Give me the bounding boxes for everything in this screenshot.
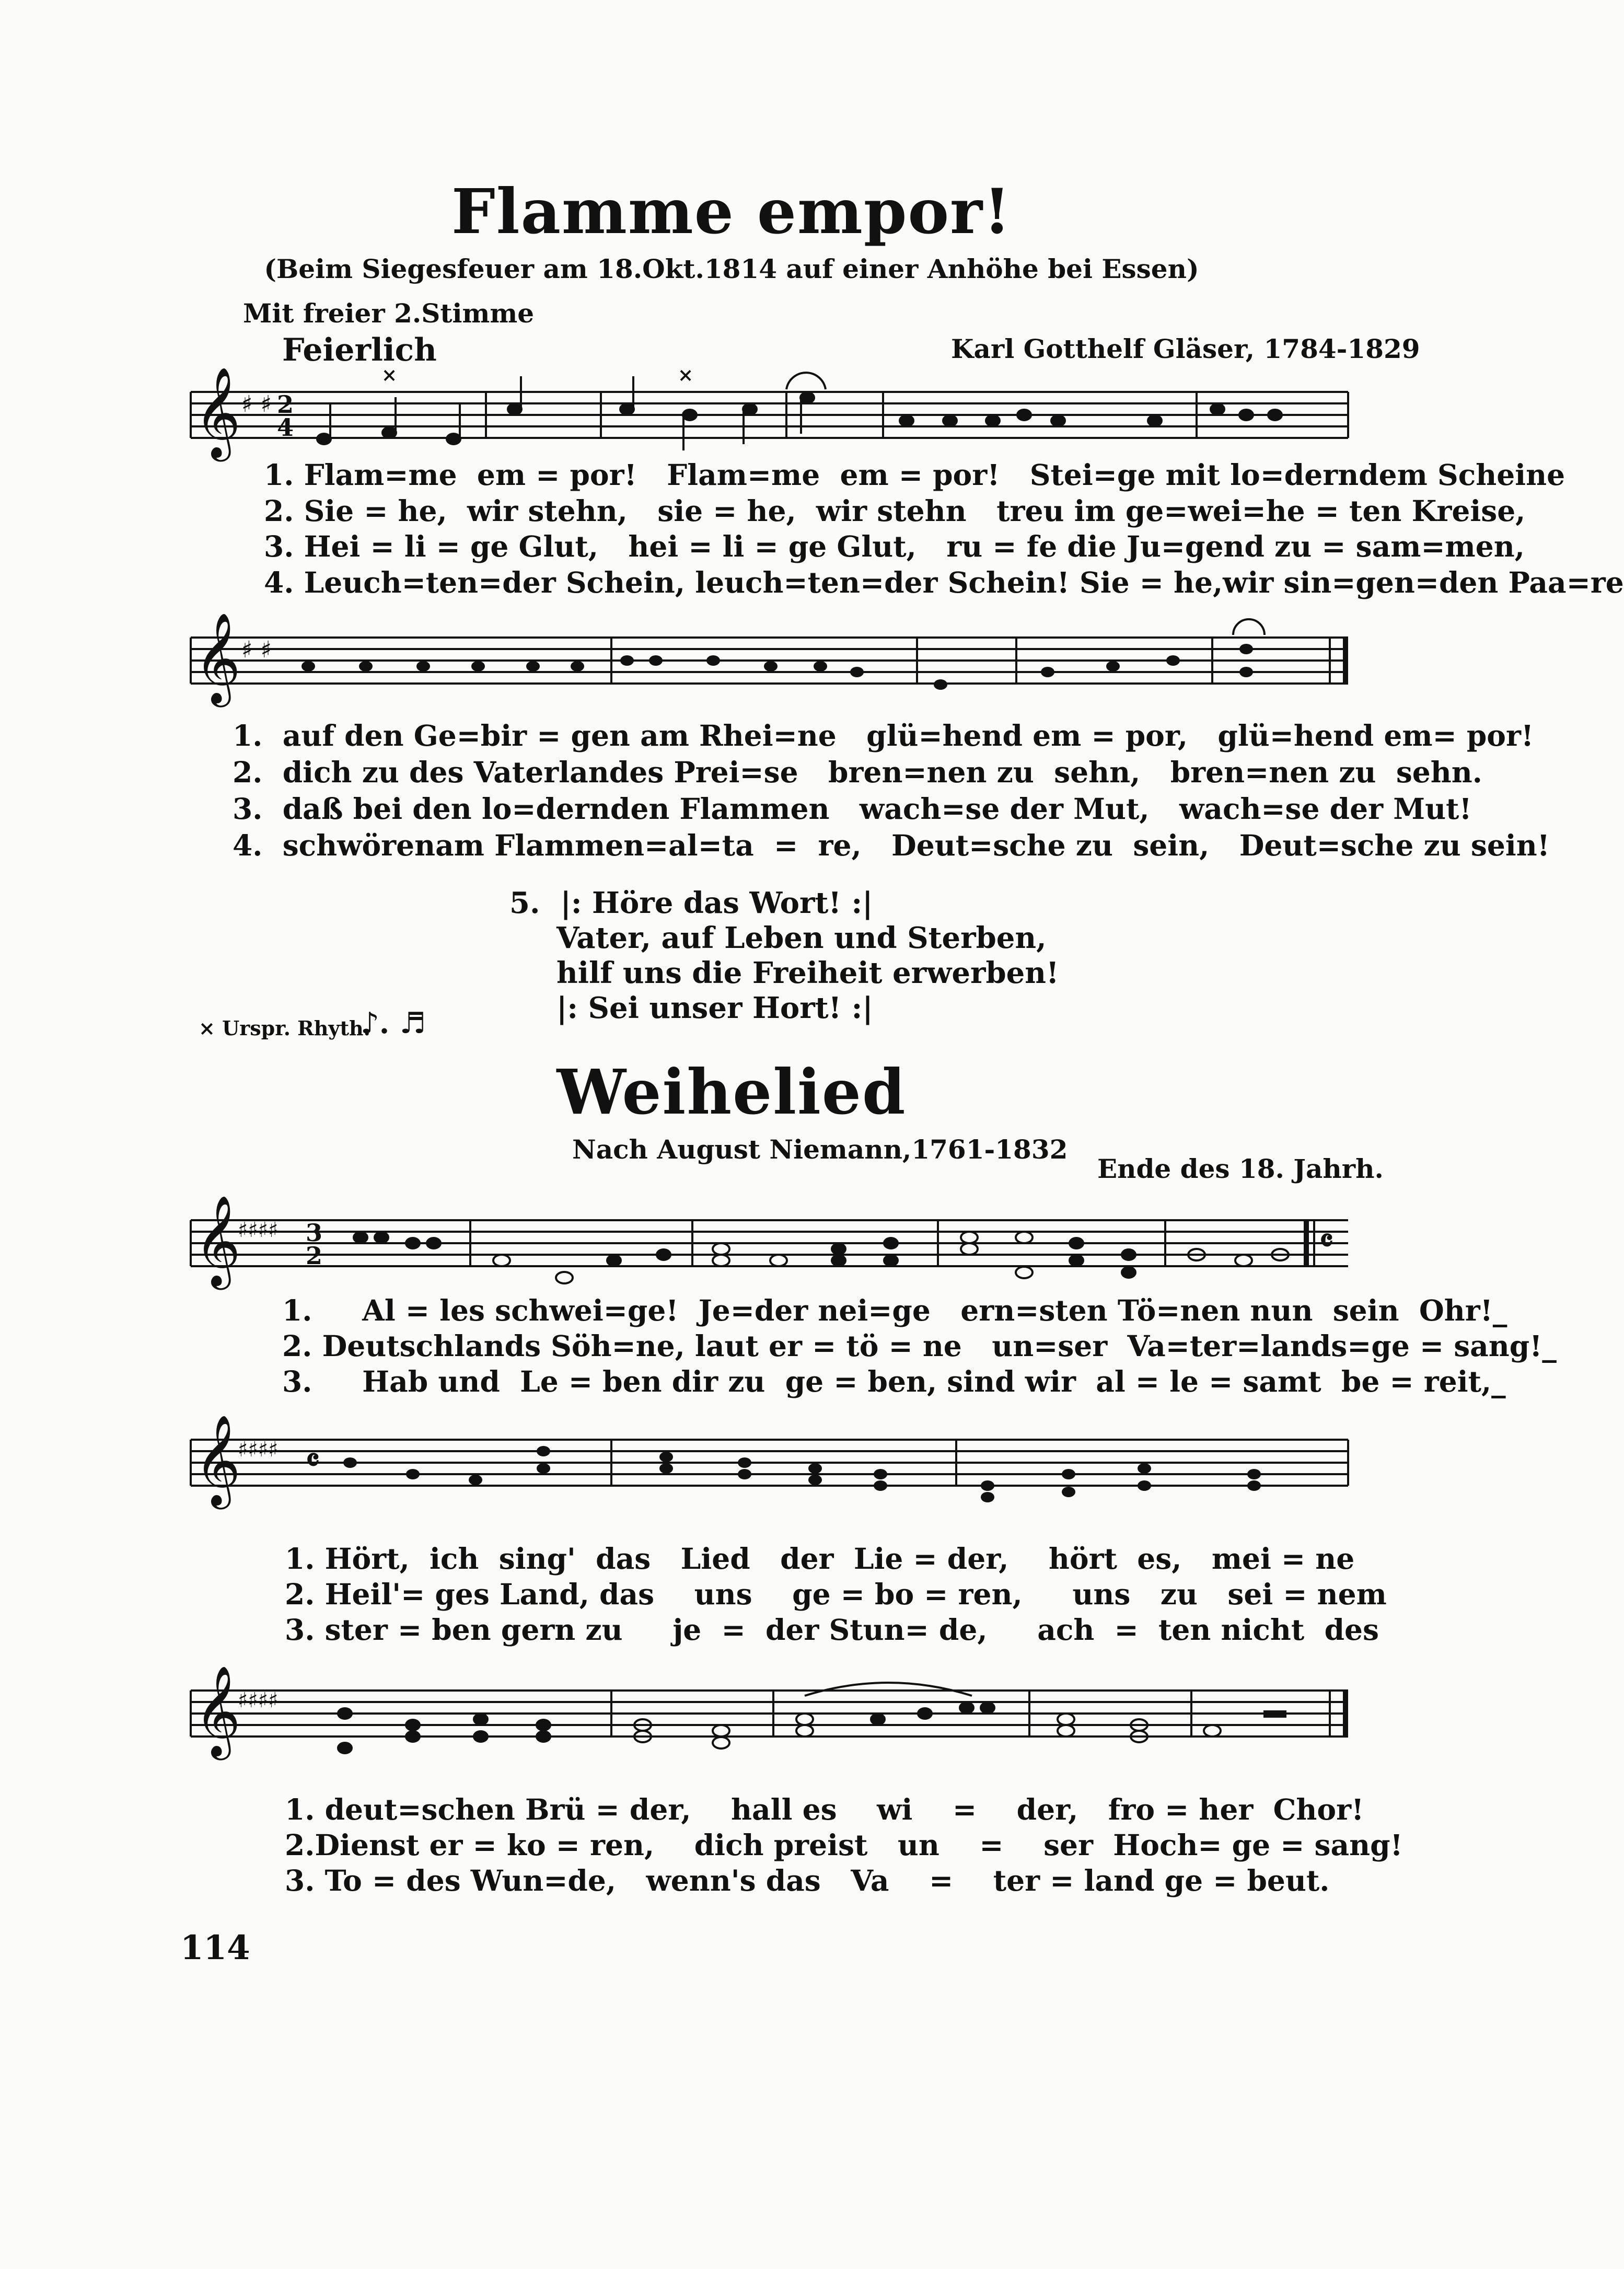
song2-block1-verse-1: 1. Al = les schwei=ge! Je=der nei=ge ern=sten Tö=nen nun sein Ohr!_	[282, 1293, 1507, 1327]
svg-text:×: ×	[678, 364, 694, 386]
song1-staff-2	[0, 611, 1463, 716]
sharp-icon: ♯♯♯♯	[238, 1688, 279, 1712]
treble-clef-icon: 𝄞	[194, 1195, 241, 1286]
svg-text:𝄴: 𝄴	[306, 1442, 320, 1479]
song1-block2-verse-3: 3. daß bei den lo=dernden Flammen wach=se der Mut, wach=se der Mut!	[233, 792, 1472, 826]
song1-block1-verse-1: 1. Flam=me em = por! Flam=me em = por! Stei=ge mit lo=derndem Scheine	[264, 458, 1565, 492]
svg-text:4: 4	[277, 413, 294, 442]
song1-staff-1	[0, 366, 1463, 470]
song2-block2-verse-2: 2. Heil'= ges Land, das uns ge = bo = ren, uns zu sei = nem	[285, 1577, 1387, 1611]
song1-composer: Karl Gotthelf Gläser, 1784-1829	[951, 333, 1420, 364]
song1-block2-verse-1: 1. auf den Ge=bir = gen am Rhei=ne glü=hend em = por, glü=hend em= por!	[233, 719, 1534, 753]
song2-block3-verse-2: 2.Dienst er = ko = ren, dich preist un = ser Hoch= ge = sang!	[285, 1828, 1403, 1862]
sharp-icon: ♯ ♯	[241, 636, 272, 663]
song2-staff-3	[0, 1664, 1463, 1790]
song1-block1-verse-4: 4. Leuch=ten=der Schein, leuch=ten=der Schein! Sie = he,wir sin=gen=den Paa=re	[264, 565, 1624, 599]
svg-text:3: 3	[306, 1219, 323, 1247]
song1-block2-verse-4: 4. schwörenam Flammen=al=ta = re, Deut=sche zu sein, Deut=sche zu sein!	[233, 828, 1550, 862]
sharp-icon: ♯ ♯	[241, 391, 272, 418]
song2-block2-verse-3: 3. ster = ben gern zu je = der Stun= de, ach = ten nicht des	[285, 1613, 1379, 1647]
song2-origin: Ende des 18. Jahrh.	[1097, 1153, 1384, 1184]
song2-staff-2	[0, 1414, 1463, 1539]
svg-text:𝄴: 𝄴	[1319, 1223, 1333, 1259]
sharp-icon: ♯♯♯♯	[238, 1218, 279, 1242]
song1-block1-verse-3: 3. Hei = li = ge Glut, hei = li = ge Glut, ru = fe die Ju=gend zu = sam=men,	[264, 529, 1525, 563]
song2-lyricist: Nach August Niemann,1761-1832	[572, 1134, 1068, 1165]
song1-title: Flamme empor!	[451, 175, 1012, 248]
treble-clef-icon: 𝄞	[194, 1665, 241, 1756]
song1-voice-note: Mit freier 2.Stimme	[243, 298, 535, 329]
rhythm-notes-icon: ♪. ♬	[361, 1006, 426, 1040]
song2-block1-verse-3: 3. Hab und Le = ben dir zu ge = ben, sind wir al = le = samt be = reit,_	[282, 1364, 1506, 1398]
svg-text:2: 2	[277, 390, 294, 419]
song1-footnote: × Urspr. Rhyth.	[199, 1016, 370, 1040]
page-number: 114	[180, 1928, 250, 1967]
fermata-icon	[1233, 619, 1265, 635]
song2-block1-verse-2: 2. Deutschlands Söh=ne, laut er = tö = ne un=ser Va=ter=lands=ge = sang!_	[282, 1329, 1557, 1363]
song1-stanza5-line-1: 5. |: Höre das Wort! :|	[509, 886, 873, 920]
treble-clef-icon: 𝄞	[194, 1415, 241, 1506]
song2-block3-verse-1: 1. deut=schen Brü = der, hall es wi = der, fro = her Chor!	[285, 1792, 1364, 1826]
song1-stanza5-line-2: Vater, auf Leben und Sterben,	[556, 921, 1047, 955]
treble-clef-icon: 𝄞	[194, 612, 241, 703]
song1-block1-verse-2: 2. Sie = he, wir stehn, sie = he, wir stehn treu im ge=wei=he = ten Kreise,	[264, 494, 1526, 528]
song1-tempo: Feierlich	[282, 332, 437, 368]
song1-stanza5-line-4: |: Sei unser Hort! :|	[556, 991, 873, 1025]
song2-block3-verse-3: 3. To = des Wun=de, wenn's das Va = ter = land ge = beut.	[285, 1863, 1330, 1897]
song1-subtitle: (Beim Siegesfeuer am 18.Okt.1814 auf einer Anhöhe bei Essen)	[264, 253, 1199, 284]
fermata-icon	[786, 373, 826, 389]
song2-title: Weihelied	[556, 1056, 907, 1128]
sharp-icon: ♯♯♯♯	[238, 1437, 279, 1462]
svg-text:2: 2	[306, 1242, 323, 1270]
song2-block2-verse-1: 1. Hört, ich sing' das Lied der Lie = der, hört es, mei = ne	[285, 1542, 1355, 1576]
treble-clef-icon: 𝄞	[194, 367, 241, 458]
song1-block2-verse-2: 2. dich zu des Vaterlandes Prei=se bren=nen zu sehn, bren=nen zu sehn.	[233, 755, 1482, 789]
svg-text:×: ×	[381, 364, 398, 386]
song1-stanza5-line-3: hilf uns die Freiheit erwerben!	[556, 956, 1059, 990]
